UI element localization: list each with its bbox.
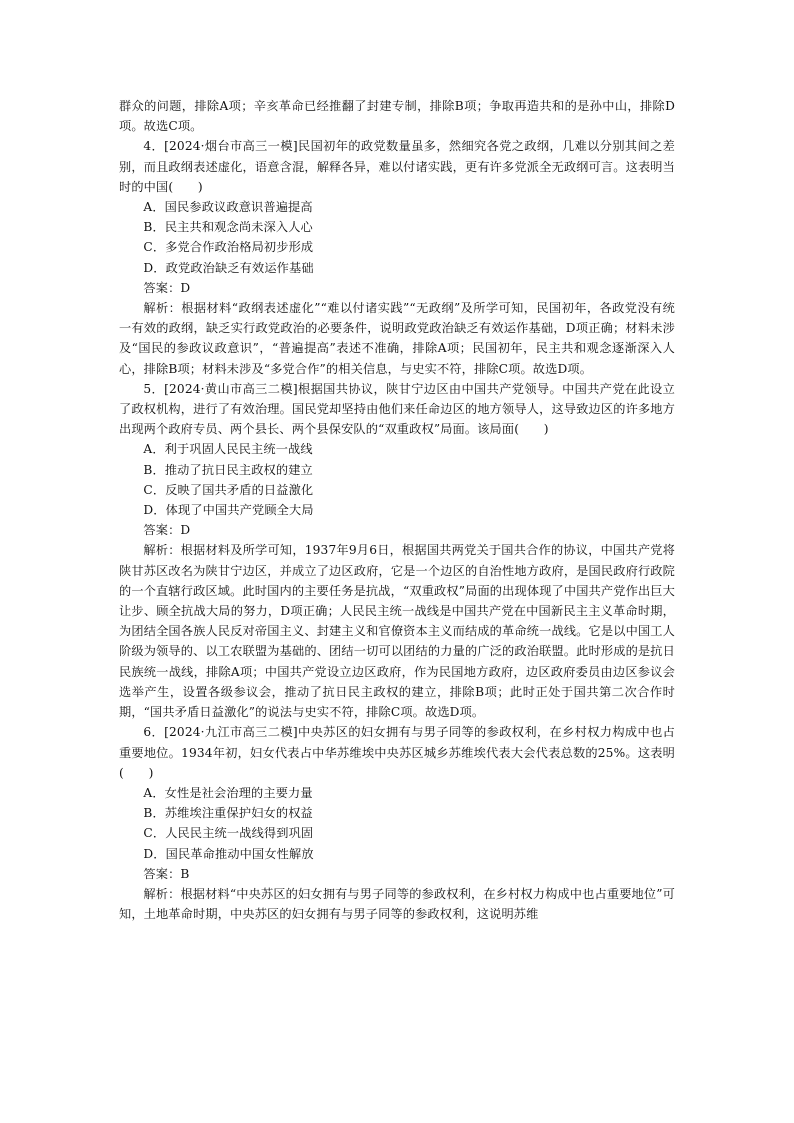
q6-option-b: B．苏维埃注重保护妇女的权益 bbox=[143, 806, 313, 821]
q4-analysis: 解析：根据材料“政纲表述虚化”“难以付诸实践”“无政纲”及所学可知，民国初年，各政党没有统一有效的政纲，缺乏实行政党政治的必要条件，说明政党政治缺乏有效运作基础，D项正确；材料未涉及“国民的参政议政意识”，“普遍提高”表述不准确，排除A项；民国初年，民主共和观念逐渐深入人心，排除B项；材料未涉及“多党合作”的相关信息，与史实不符，排除C项。故选D项。 bbox=[119, 301, 675, 376]
q5-option-d: D．体现了中国共产党顾全大局 bbox=[143, 503, 314, 518]
q5-option-c: C．反映了国共矛盾的日益激化 bbox=[143, 482, 314, 497]
q5-stem: 5．[2024·黄山市高三二模]根据国共协议，陕甘宁边区由中国共产党领导。中国共产党在此设立了政权机构，进行了有效治理。国民党却坚持由他们来任命边区的地方领导人，这导致边区的许多地方出现两个政府专员、两个县长、两个县保安队的“双重政权”局面。该局面( ) bbox=[119, 381, 675, 437]
question-5 bbox=[119, 379, 675, 722]
q6-analysis: 解析：根据材料“中央苏区的妇女拥有与男子同等的参政权利，在乡村权力构成中也占重要地位”可知，土地革命时期，中央苏区的妇女拥有与男子同等的参政权利，这说明苏维 bbox=[119, 886, 675, 922]
q3-analysis-tail: 群众的问题，排除A项；辛亥革命已经推翻了封建专制，排除B项；争取再造共和的是孙中山，排除D项。故选C项。 bbox=[119, 99, 675, 134]
q4-option-a: A．国民参政议政意识普遍提高 bbox=[143, 200, 313, 215]
q6-option-d: D．国民革命推动中国女性解放 bbox=[143, 846, 314, 861]
question-4 bbox=[119, 136, 675, 378]
q4-option-c: C．多党合作政治格局初步形成 bbox=[143, 240, 314, 255]
q5-option-b: B．推动了抗日民主政权的建立 bbox=[143, 462, 313, 477]
question-6 bbox=[119, 722, 675, 924]
q6-answer: 答案：B bbox=[143, 866, 190, 881]
q5-analysis: 解析：根据材料及所学可知，1937年9月6日，根据国共两党关于国共合作的协议，中国共产党将陕甘苏区改名为陕甘宁边区，并成立了边区政府，它是一个边区的自治性地方政府，是国民政府行政院的一个直辖行政区域。此时国内的主要任务是抗战，“双重政权”局面的出现体现了中国共产党作出巨大让步、顾全抗战大局的努力，D项正确；人民民主统一战线是中国共产党在中国新民主主义革命时期，为团结全国各族人民反对帝国主义、封建主义和官僚资本主义而结成的革命统一战线。它是以中国工人阶级为领导的、以工农联盟为基础的、团结一切可以团结的力量的广泛的政治联盟。此时形成的是抗日民族统一战线，排除A项；中国共产党设立边区政府，作为民国地方政府，边区政府委员由边区参议会选举产生，设置各级参议会，推动了抗日民主政权的建立，排除B项；此时正处于国共第二次合作时期，“国共矛盾日益激化”的说法与史实不符，排除C项。故选D项。 bbox=[119, 543, 675, 720]
document-page bbox=[119, 96, 675, 924]
q5-answer: 答案：D bbox=[143, 523, 191, 538]
q4-stem: 4．[2024·烟台市高三一模]民国初年的政党数量虽多，然细究各党之政纲，几难以分别其间之差别，而且政纲表述虚化，语意含混，解释各异，难以付诸实践，更有许多党派全无政纲可言。这表明当时的中国( ) bbox=[119, 139, 675, 194]
q6-option-c: C．人民民主统一战线得到巩固 bbox=[143, 826, 314, 841]
q6-stem: 6．[2024·九江市高三二模]中央苏区的妇女拥有与男子同等的参政权利，在乡村权力构成中也占重要地位。1934年初，妇女代表占中华苏维埃中央苏区城乡苏维埃代表大会代表总数的25%。这表明( ) bbox=[119, 725, 675, 780]
q6-option-a: A．女性是社会治理的主要力量 bbox=[143, 785, 313, 800]
q4-option-b: B．民主共和观念尚未深入人心 bbox=[143, 220, 313, 235]
q4-answer: 答案：D bbox=[143, 280, 191, 295]
q5-option-a: A．利于巩固人民民主统一战线 bbox=[143, 442, 313, 457]
q4-option-d: D．政党政治缺乏有效运作基础 bbox=[143, 260, 314, 275]
